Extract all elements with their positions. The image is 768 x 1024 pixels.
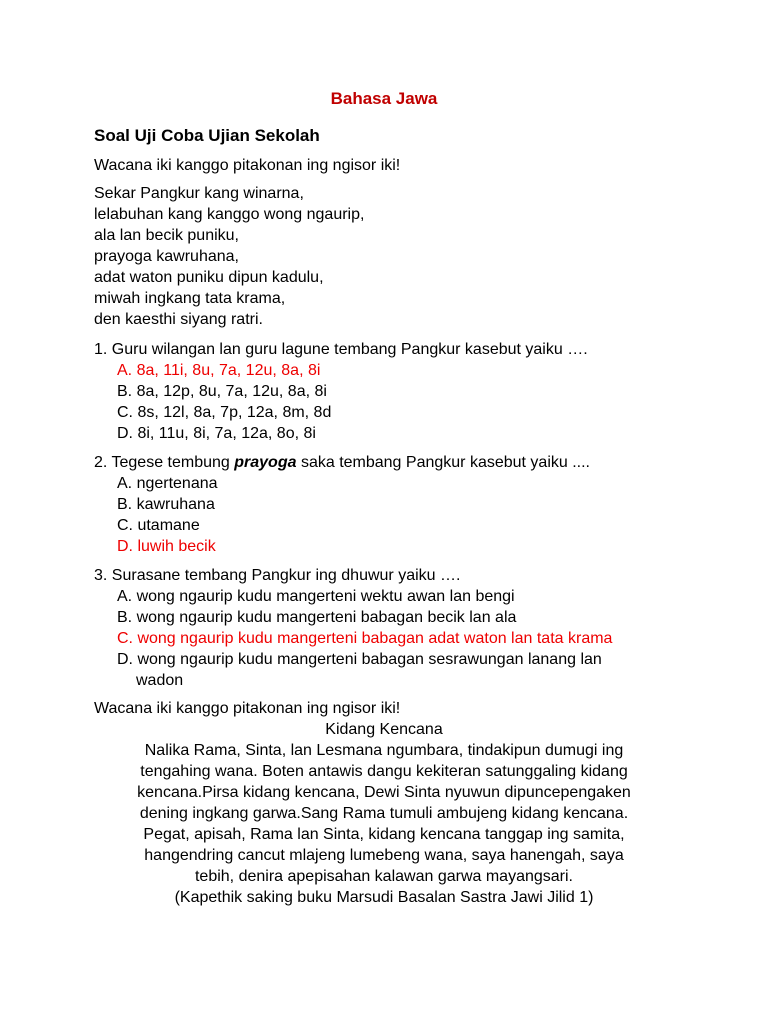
intro-line: Wacana iki kanggo pitakonan ing ngisor iki! <box>94 157 401 174</box>
poem-line: prayoga kawruhana, <box>94 248 239 265</box>
question-keyword: prayoga <box>234 454 297 471</box>
answer-option-continuation: wadon <box>136 672 184 689</box>
answer-option: C. utamane <box>117 517 200 534</box>
story-line: Pegat, apisah, Rama lan Sinta, kidang kencana tanggap ing samita, <box>143 826 625 843</box>
story-line: tebih, denira apepisahan kalawan garwa mayangsari. <box>194 868 573 885</box>
answer-option: A. wong ngaurip kudu mangerteni wektu awan lan bengi <box>117 588 515 605</box>
intro-line: Wacana iki kanggo pitakonan ing ngisor iki! <box>94 700 401 717</box>
answer-option-correct: A. 8a, 11i, 8u, 7a, 12u, 8a, 8i <box>117 362 321 379</box>
answer-option: D. wong ngaurip kudu mangerteni babagan sesrawungan lanang lan <box>117 651 602 668</box>
poem-line: miwah ingkang tata krama, <box>94 290 286 307</box>
question-text-part: saka tembang Pangkur kasebut yaiku .... <box>296 454 590 471</box>
story-line: Nalika Rama, Sinta, lan Lesmana ngumbara, tindakipun dumugi ing <box>144 742 624 759</box>
poem-line: Sekar Pangkur kang winarna, <box>94 185 304 202</box>
intro-text <box>94 155 694 176</box>
story-title: Kidang Kencana <box>325 721 443 738</box>
poem <box>94 183 694 330</box>
exam-subtitle: Soal Uji Coba Ujian Sekolah <box>94 126 320 145</box>
answer-option-correct: D. luwih becik <box>117 538 216 555</box>
poem-line: ala lan becik puniku, <box>94 227 239 244</box>
poem-line: adat waton puniku dipun kadulu, <box>94 269 324 286</box>
question-2 <box>94 452 694 557</box>
answer-option-correct: C. wong ngaurip kudu mangerteni babagan adat waton lan tata krama <box>117 630 613 647</box>
answer-option: B. 8a, 12p, 8u, 7a, 12u, 8a, 8i <box>117 383 327 400</box>
exam-header <box>94 125 694 146</box>
story-line: kencana.Pirsa kidang kencana, Dewi Sinta nyuwun dipuncepengaken <box>137 784 631 801</box>
question-1 <box>94 339 694 444</box>
intro-text-2 <box>94 698 694 719</box>
story-line: hangendring cancut mlajeng lumebeng wana, saya hanengah, saya <box>144 847 624 864</box>
page-title: Bahasa Jawa <box>330 89 438 108</box>
answer-option: D. 8i, 11u, 8i, 7a, 12a, 8o, 8i <box>117 425 316 442</box>
question-text: 3. Surasane tembang Pangkur ing dhuwur yaiku …. <box>94 567 461 584</box>
question-text: 1. Guru wilangan lan guru lagune tembang Pangkur kasebut yaiku …. <box>94 341 588 358</box>
answer-option: B. kawruhana <box>117 496 215 513</box>
story <box>60 719 708 908</box>
story-source: (Kapethik saking buku Marsudi Basalan Sastra Jawi Jilid 1) <box>174 889 594 906</box>
question-3 <box>94 565 694 691</box>
question-text <box>94 452 694 473</box>
story-line: tengahing wana. Boten antawis dangu kekiteran satunggaling kidang <box>140 763 628 780</box>
poem-line: den kaesthi siyang ratri. <box>94 311 263 328</box>
answer-option: B. wong ngaurip kudu mangerteni babagan becik lan ala <box>117 609 517 626</box>
answer-option: C. 8s, 12l, 8a, 7p, 12a, 8m, 8d <box>117 404 332 421</box>
answer-option: A. ngertenana <box>117 475 218 492</box>
poem-line: lelabuhan kang kanggo wong ngaurip, <box>94 206 365 223</box>
story-line: dening ingkang garwa.Sang Rama tumuli ambujeng kidang kencana. <box>139 805 629 822</box>
question-text-part: 2. Tegese tembung <box>94 454 235 471</box>
